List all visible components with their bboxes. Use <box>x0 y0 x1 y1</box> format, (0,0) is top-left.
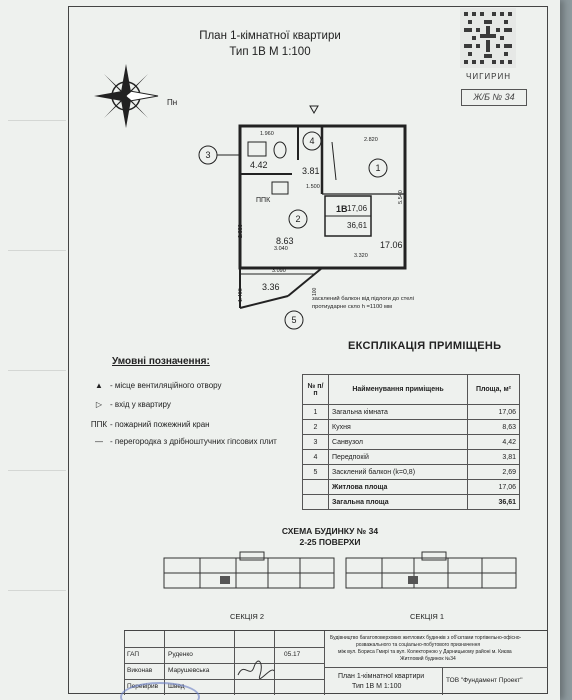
table-row <box>303 465 520 480</box>
column-header: Найменування приміщень <box>329 375 468 405</box>
dim-label: 2.820 <box>364 137 378 143</box>
row-number: 4 <box>303 450 329 465</box>
room-area: 3.36 <box>262 282 280 292</box>
title-block <box>124 630 548 694</box>
legend-item <box>88 420 210 429</box>
ppk-label: ППК <box>256 197 271 204</box>
stamp-role: Виконав <box>127 667 153 674</box>
room-area: 2,69 <box>468 465 520 480</box>
signature-icon <box>236 659 276 681</box>
balcony-note: протиударне скло h =1100 мм <box>312 304 392 310</box>
stamp-date: 05.17 <box>284 651 301 658</box>
ppk-symbol: ППК <box>90 420 108 429</box>
column-header: Площа, м² <box>468 375 520 405</box>
apt-living-area: 17,06 <box>347 204 368 213</box>
project-line: Будівництво багатоповерхових житлових будинків з об'єктами торгівельно-офісно- <box>330 635 522 641</box>
room-name: Санвузол <box>329 435 468 450</box>
total-label: Загальна площа <box>329 495 468 510</box>
table-row <box>303 435 520 450</box>
dim-label: 2.880 <box>238 224 244 238</box>
sheet-subtitle: Тип 1В М 1:100 <box>352 683 402 690</box>
row-number: 2 <box>303 420 329 435</box>
company-name: ТОВ "Фундамент Проект" <box>446 677 523 684</box>
page-title: План 1-кімнатної квартири <box>199 30 341 42</box>
room-name: Засклений балкон (k=0,8) <box>329 465 468 480</box>
apt-total-area: 36,61 <box>347 221 368 230</box>
divider <box>8 590 66 591</box>
ornament-logo <box>460 8 516 68</box>
stamp-role: Перевірив <box>127 683 159 690</box>
sheet-title: План 1-кімнатної квартири <box>338 673 425 680</box>
room-area: 3.81 <box>302 166 320 176</box>
legend-text: - пожарний пожежний кран <box>110 420 210 429</box>
room-area: 17,06 <box>468 405 520 420</box>
table-row-living <box>303 480 520 495</box>
divider <box>8 470 66 471</box>
table-row <box>303 450 520 465</box>
row-number: 1 <box>303 405 329 420</box>
page-subtitle: Тип 1В М 1:100 <box>229 46 311 58</box>
dim-label: 5.540 <box>398 190 404 204</box>
room-area: 8.63 <box>276 236 294 246</box>
room-name: Загальна кімната <box>329 405 468 420</box>
table-row <box>303 420 520 435</box>
divider <box>8 370 66 371</box>
stamp-role: ГАП <box>127 651 140 658</box>
living-value: 17,06 <box>468 480 520 495</box>
room-area: 4,42 <box>468 435 520 450</box>
living-label: Житлова площа <box>329 480 468 495</box>
entrance-icon: ▷ <box>95 400 103 409</box>
callout-2: 2 <box>295 214 301 224</box>
legend-item <box>88 437 277 446</box>
legend-text: - перегородка з дрібноштучних гіпсових плит <box>110 437 277 446</box>
section-1-label: СЕКЦІЯ 1 <box>410 612 445 621</box>
project-line: розважального та соціально-побутового призначення <box>356 642 481 648</box>
row-number: 3 <box>303 435 329 450</box>
column-header: № п/п <box>303 375 329 405</box>
room-name: Кухня <box>329 420 468 435</box>
row-number: 5 <box>303 465 329 480</box>
room-name: Передпокій <box>329 450 468 465</box>
explication-title: ЕКСПЛІКАЦІЯ ПРИМІЩЕНЬ <box>348 340 502 352</box>
legend-text: - місце вентиляційного отвору <box>110 381 222 390</box>
legend-text: - вхід у квартиру <box>110 400 171 409</box>
dim-label: 1.500 <box>306 184 320 190</box>
table-header-row <box>303 375 520 405</box>
callout-3: 3 <box>205 150 211 160</box>
north-label: Пн <box>167 98 178 107</box>
project-line: між вул. Бориса Гмирі та вул. Колекторною у Дарницькому районі м. Києва <box>338 649 512 655</box>
apt-type: 1В <box>336 204 348 214</box>
building-schema <box>160 548 520 598</box>
callout-5: 5 <box>291 315 297 325</box>
room-area: 8,63 <box>468 420 520 435</box>
section-2-label: СЕКЦІЯ 2 <box>230 612 265 621</box>
legend-item <box>88 400 171 409</box>
brand-name: ЧИГИРИН <box>466 72 512 81</box>
total-value: 36,61 <box>468 495 520 510</box>
house-stamp: Ж/Б № 34 <box>461 89 527 106</box>
partition-icon: — <box>95 437 103 446</box>
dim-label: 3.320 <box>354 253 368 259</box>
room-area: 3,81 <box>468 450 520 465</box>
dim-label: 1.400 <box>238 288 244 302</box>
dim-label: 100 <box>312 287 318 296</box>
explication-table <box>302 374 520 510</box>
compass-icon <box>92 62 160 130</box>
stamp-name: Швед <box>168 683 185 690</box>
stamp-name: Марушевська <box>168 667 210 674</box>
stamp-name: Руденко <box>168 651 193 658</box>
legend-title: Умовні позначення: <box>112 356 210 367</box>
room-area: 17.06 <box>380 240 403 250</box>
dim-label: 3.040 <box>274 246 288 252</box>
divider <box>8 250 66 251</box>
room-area: 4.42 <box>250 160 268 170</box>
divider <box>8 120 66 121</box>
schema-subtitle: 2-25 ПОВЕРХИ <box>299 537 361 547</box>
table-row-total <box>303 495 520 510</box>
vent-icon: ▲ <box>95 381 103 390</box>
table-row <box>303 405 520 420</box>
balcony-note: засклений балкон від підлоги до стелі <box>312 296 414 302</box>
callout-4: 4 <box>309 136 315 146</box>
schema-title-line: СХЕМА БУДИНКУ № 34 <box>281 526 379 536</box>
floor-plan <box>198 100 438 330</box>
callout-1: 1 <box>375 163 381 173</box>
dim-label: 3.090 <box>272 268 286 274</box>
legend-item <box>88 381 222 390</box>
schema-title <box>255 526 405 548</box>
dim-label: 1.960 <box>260 131 274 137</box>
project-line: Житловий будинок №34 <box>400 656 456 662</box>
